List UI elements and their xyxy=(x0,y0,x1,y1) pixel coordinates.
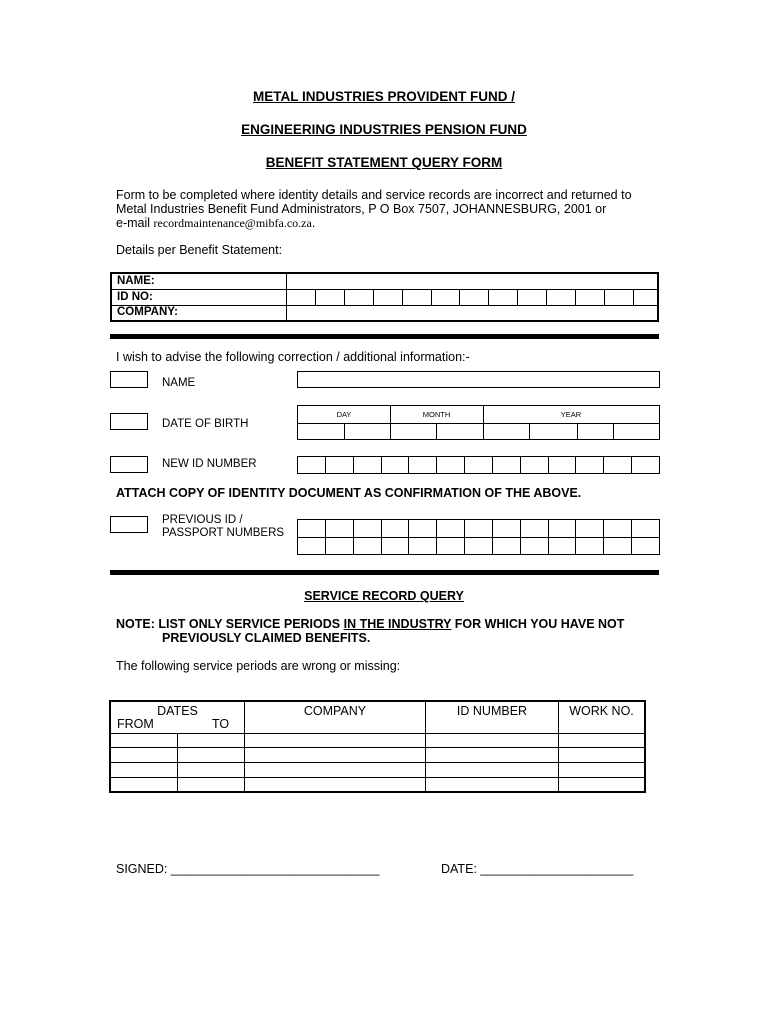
company-field[interactable] xyxy=(287,306,657,320)
details-table xyxy=(110,272,659,322)
previous-id-label xyxy=(162,514,284,540)
previous-id-checkbox[interactable] xyxy=(110,516,148,533)
table-row[interactable] xyxy=(111,734,644,747)
dob-month-label: MONTH xyxy=(422,410,451,419)
correction-intro: I wish to advise the following correction / additional information:- xyxy=(116,350,470,364)
section-divider xyxy=(110,570,659,575)
service-table xyxy=(109,700,646,793)
section-divider xyxy=(110,334,659,339)
service-note-underlined: IN THE INDUSTRY xyxy=(343,617,452,631)
service-note-line-2: PREVIOUSLY CLAIMED BENEFITS. xyxy=(162,631,371,645)
previous-id-label-1: PREVIOUS ID / xyxy=(162,514,243,526)
service-note-suffix: FOR WHICH YOU HAVE NOT xyxy=(451,617,625,631)
col-id-number: ID NUMBER xyxy=(456,704,528,718)
previous-id-input-1[interactable] xyxy=(297,519,660,538)
new-id-checkbox[interactable] xyxy=(110,456,148,473)
intro-email-line xyxy=(116,216,315,230)
col-from: FROM xyxy=(117,717,154,731)
col-dates: DATES xyxy=(157,704,198,718)
dob-year-label: YEAR xyxy=(560,410,582,419)
id-label: ID NO: xyxy=(117,291,153,303)
title-fund-2: ENGINEERING INDUSTRIES PENSION FUND xyxy=(241,122,527,137)
table-row[interactable] xyxy=(111,778,644,791)
new-id-input[interactable] xyxy=(297,456,660,474)
table-row[interactable] xyxy=(111,763,644,777)
dob-field[interactable] xyxy=(297,405,660,440)
service-note xyxy=(116,617,624,631)
intro-line-1: Form to be completed where identity details and service records are incorrect and returned to xyxy=(116,188,632,202)
company-label: COMPANY: xyxy=(117,306,178,318)
name-checkbox[interactable] xyxy=(110,371,148,388)
title-fund-1: METAL INDUSTRIES PROVIDENT FUND / xyxy=(252,89,515,104)
new-id-label: NEW ID NUMBER xyxy=(162,458,257,470)
email-suffix: . xyxy=(311,216,316,230)
dob-label: DATE OF BIRTH xyxy=(162,418,249,430)
details-label: Details per Benefit Statement: xyxy=(116,243,283,257)
dob-day-label: DAY xyxy=(336,410,352,419)
email-prefix: e-mail xyxy=(116,216,154,230)
previous-id-label-2: PASSPORT NUMBERS xyxy=(162,527,285,539)
col-work-no: WORK NO. xyxy=(569,704,634,718)
col-to: TO xyxy=(212,717,230,731)
col-company: COMPANY xyxy=(303,704,367,718)
email-link[interactable]: recordmaintenance@mibfa.co.za xyxy=(153,216,312,230)
dob-checkbox[interactable] xyxy=(110,413,148,430)
name-field[interactable] xyxy=(287,274,657,289)
missing-periods-text: The following service periods are wrong or missing: xyxy=(116,659,401,673)
form-title: BENEFIT STATEMENT QUERY FORM xyxy=(265,155,503,170)
name-correction-label: NAME xyxy=(162,377,196,389)
service-note-prefix: NOTE: LIST ONLY SERVICE PERIODS xyxy=(116,617,344,631)
signed-line[interactable]: SIGNED: ______________________________ xyxy=(116,862,380,876)
service-heading: SERVICE RECORD QUERY xyxy=(304,589,464,603)
table-row[interactable] xyxy=(111,748,644,762)
id-number-field[interactable] xyxy=(287,290,657,305)
name-correction-input[interactable] xyxy=(297,371,660,388)
intro-line-2: Metal Industries Benefit Fund Administrators, P O Box 7507, JOHANNESBURG, 2001 or xyxy=(116,202,607,216)
name-label: NAME: xyxy=(117,275,155,287)
attach-note: ATTACH COPY OF IDENTITY DOCUMENT AS CONFIRMATION OF THE ABOVE. xyxy=(116,486,582,500)
previous-id-input-2[interactable] xyxy=(297,537,660,555)
date-line[interactable]: DATE: ______________________ xyxy=(441,862,634,876)
